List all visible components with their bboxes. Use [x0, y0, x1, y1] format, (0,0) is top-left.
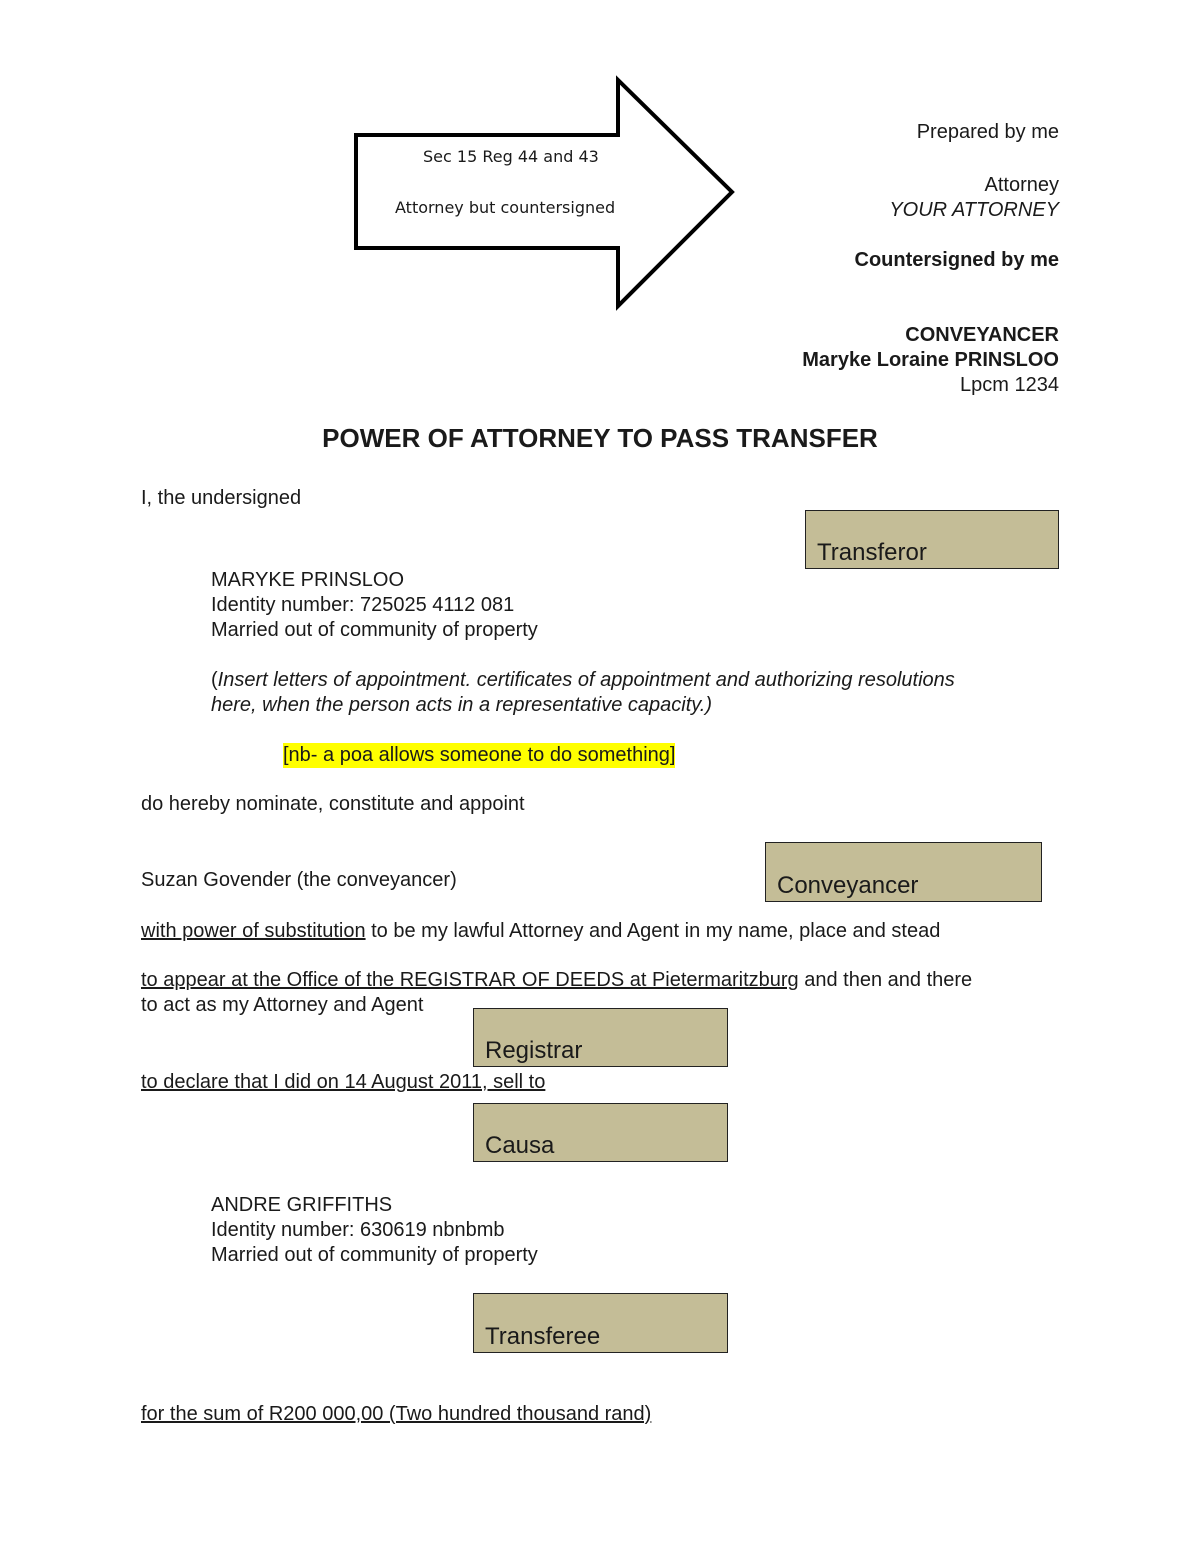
appear-rest: and then and there	[798, 969, 973, 991]
arrow-text-line2: Attorney but countersigned	[395, 198, 616, 217]
transferor-name: MARYKE PRINSLOO	[211, 569, 405, 591]
causa-tag: Causa	[473, 1103, 728, 1162]
insert-open-paren: (	[211, 669, 218, 691]
transferee-id: Identity number: 630619 nbnbmb	[211, 1219, 505, 1241]
your-attorney: YOUR ATTORNEY	[889, 199, 1059, 221]
appear-underlined: to appear at the Office of the REGISTRAR OF DEEDS at Pietermaritzburg	[141, 969, 799, 991]
insert-note-line1	[211, 668, 955, 693]
transferee-tag: Transferee	[473, 1293, 728, 1353]
substitution-underlined: with power of substitution	[141, 920, 366, 942]
appear-line	[141, 968, 972, 993]
conveyancer-tag: Conveyancer	[765, 842, 1042, 902]
attorney-label: Attorney	[984, 174, 1059, 196]
registrar-tag: Registrar	[473, 1008, 728, 1067]
conveyancer-line: Suzan Govender (the conveyancer)	[141, 869, 457, 891]
countersigned-by: Countersigned by me	[854, 249, 1059, 271]
arrow-callout	[340, 72, 740, 317]
conveyancer-title: CONVEYANCER	[905, 324, 1059, 346]
conveyancer-name: Maryke Loraine PRINSLOO	[802, 349, 1059, 371]
substitution-line	[141, 919, 940, 944]
prepared-by: Prepared by me	[916, 121, 1059, 143]
lpcm-number: Lpcm 1234	[960, 374, 1059, 396]
document-title: POWER OF ATTORNEY TO PASS TRANSFER	[322, 423, 878, 453]
arrow-text-line1: Sec 15 Reg 44 and 43	[423, 147, 599, 166]
transferor-marital: Married out of community of property	[211, 619, 538, 641]
nominate-line: do hereby nominate, constitute and appoint	[141, 793, 525, 815]
sum-line: for the sum of R200 000,00 (Two hundred thousand rand)	[141, 1403, 652, 1425]
insert-note-line2: here, when the person acts in a representative capacity.)	[211, 694, 713, 716]
arrow-shape	[356, 80, 732, 306]
undersigned-line: I, the undersigned	[141, 487, 302, 509]
substitution-rest: to be my lawful Attorney and Agent in my name, place and stead	[365, 920, 941, 942]
transferee-marital: Married out of community of property	[211, 1244, 538, 1266]
transferee-name: ANDRE GRIFFITHS	[211, 1194, 393, 1216]
transferor-tag: Transferor	[805, 510, 1059, 569]
transferor-id: Identity number: 725025 4112 081	[211, 594, 515, 616]
nb-highlight-note: [nb- a poa allows someone to do something]	[283, 744, 676, 766]
insert-text-line1: Insert letters of appointment. certificates of appointment and authorizing resolutions	[217, 669, 955, 691]
act-as-line: to act as my Attorney and Agent	[141, 994, 424, 1016]
declare-line: to declare that I did on 14 August 2011, sell to	[141, 1071, 546, 1093]
